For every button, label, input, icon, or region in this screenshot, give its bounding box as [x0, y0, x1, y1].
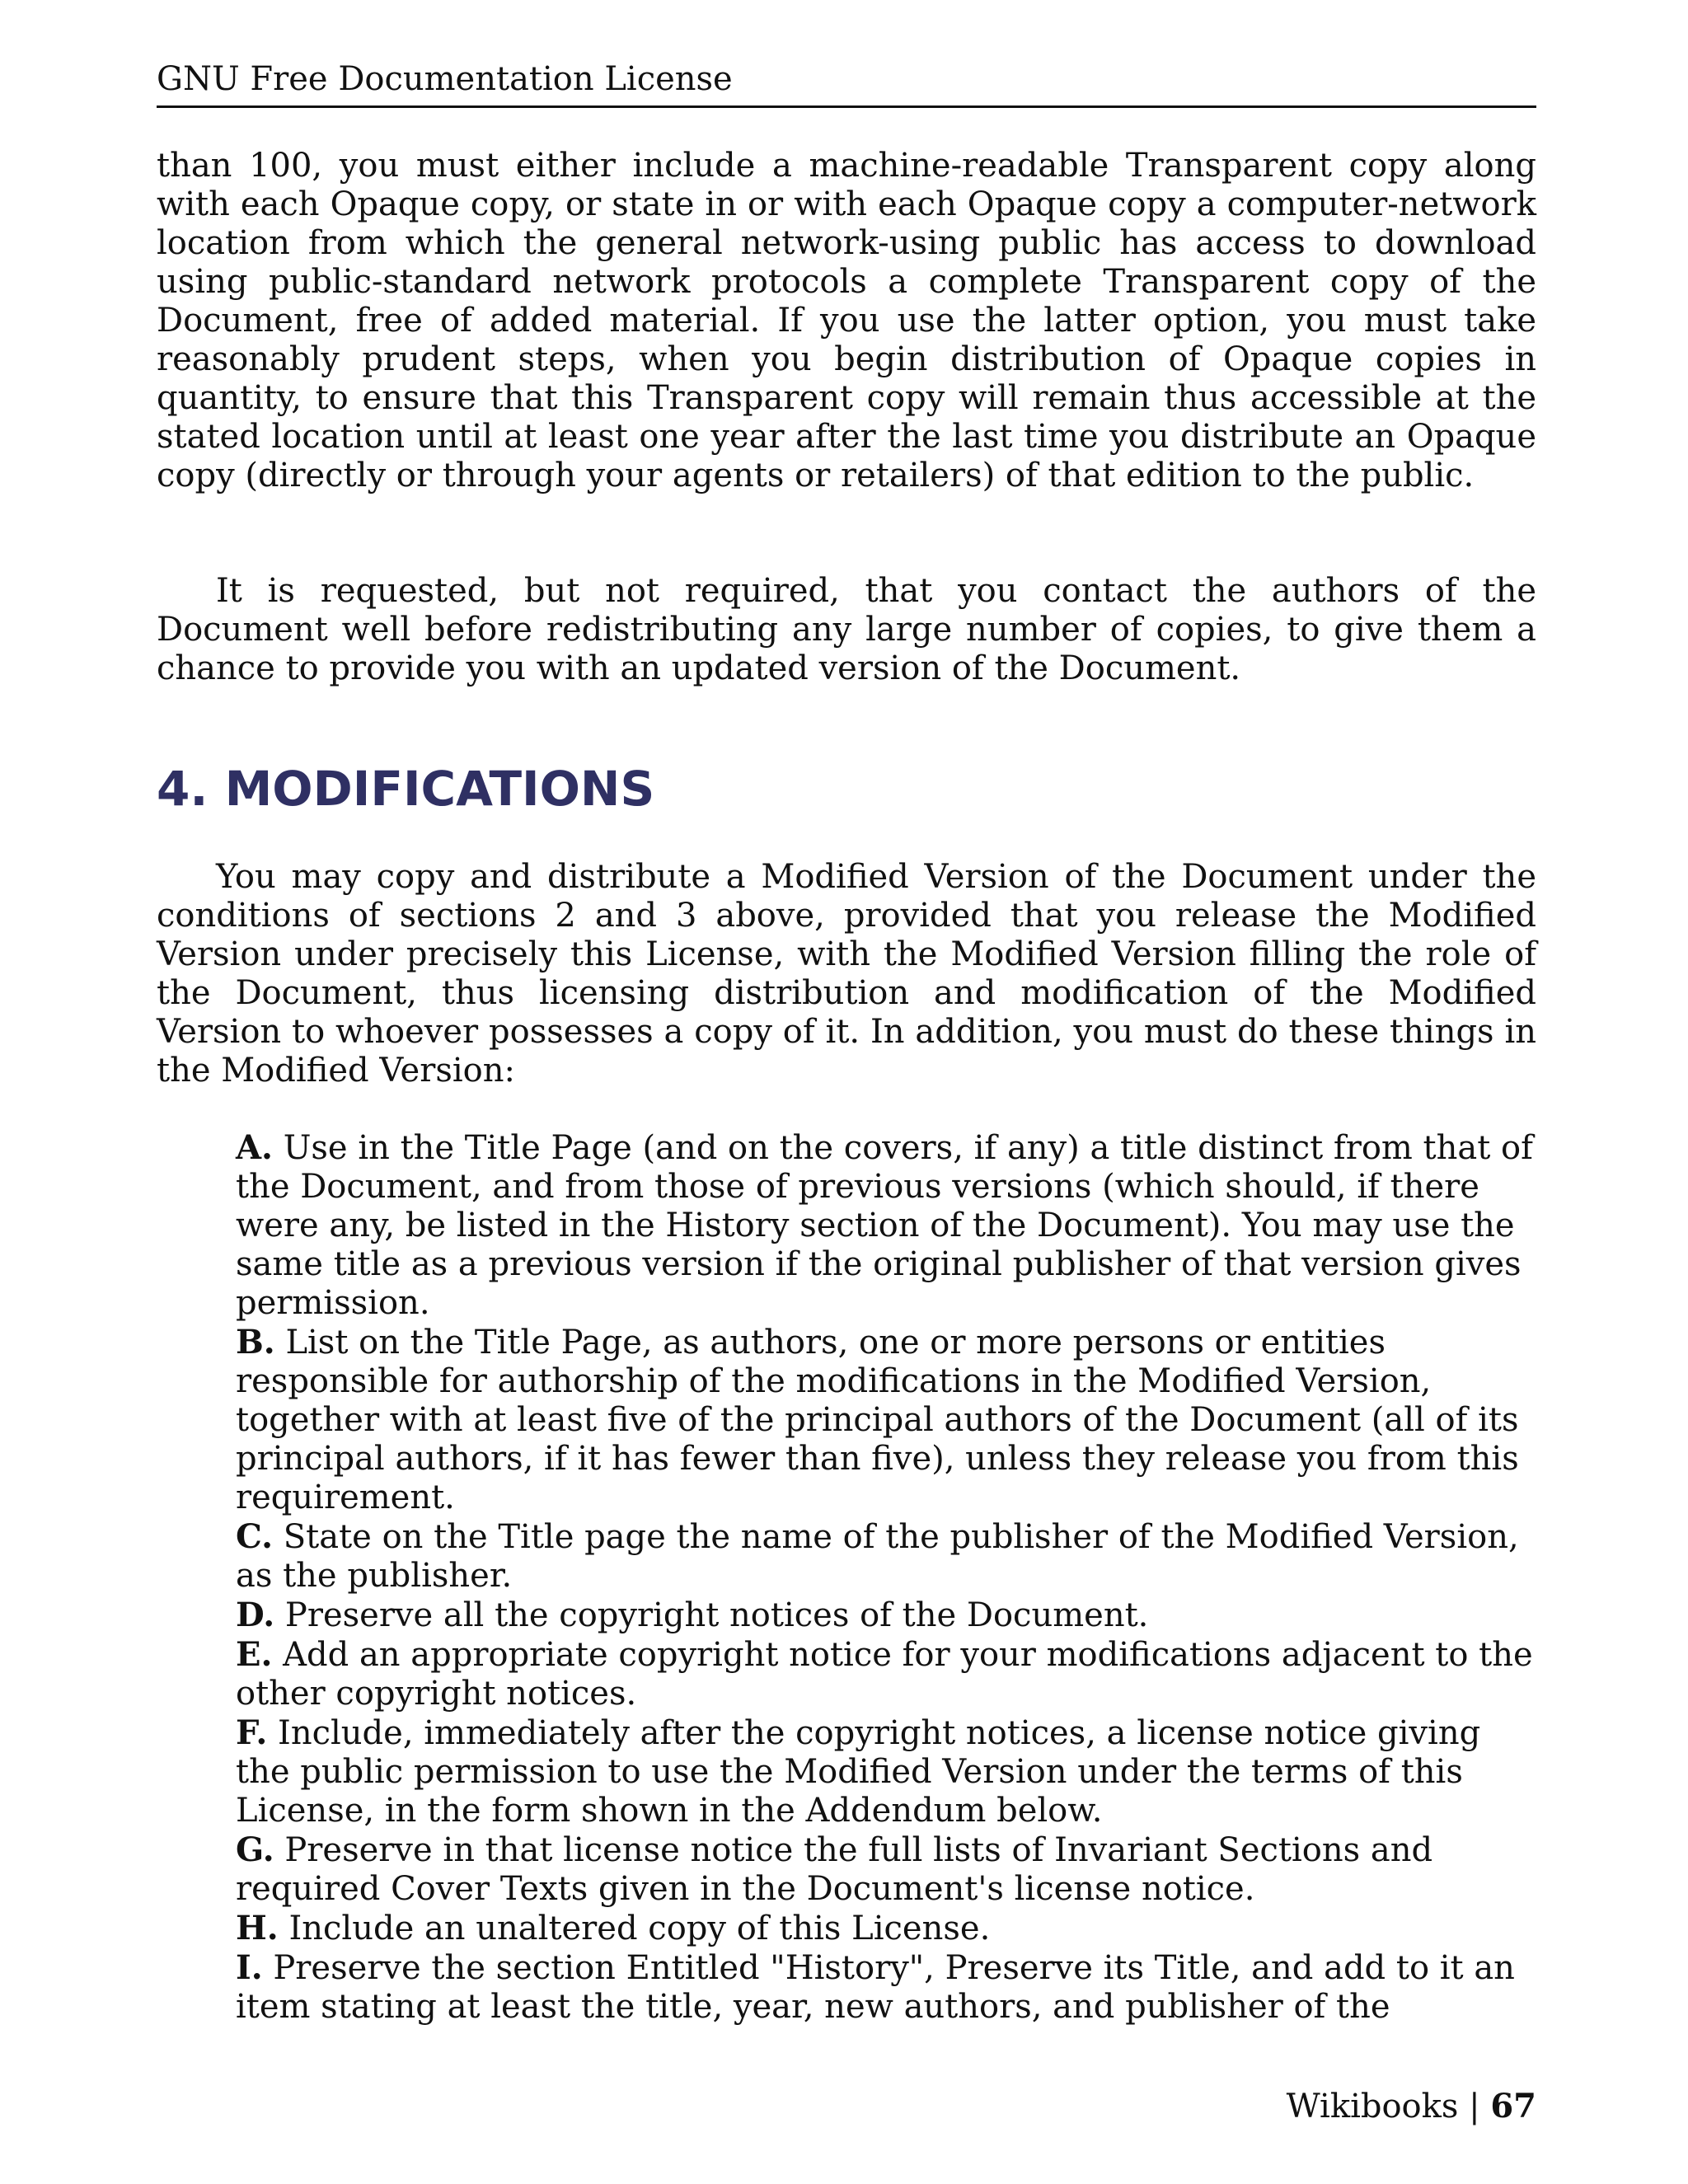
list-item-text: List on the Title Page, as authors, one or more persons or entities responsible for authorship of the modifications in the Modified Version, together with at least five of the principal authors of the Document (all of its principal authors, if it has fewer than five), unless they release you from this requirement.	[236, 1324, 1519, 1516]
list-item	[236, 1323, 1536, 1517]
list-item-letter: G.	[236, 1830, 274, 1869]
list-item	[236, 1596, 1536, 1635]
list-item-letter: E.	[236, 1635, 273, 1674]
running-header: GNU Free Documentation License	[157, 58, 1536, 108]
list-item-letter: H.	[236, 1909, 279, 1947]
body-paragraph: than 100, you must either include a machine-readable Transparent copy along with each Opaque copy, or state in or with each Opaque copy a computer-network location from which the general network-using public has access to download using public-standard network protocols a complete Transparent copy of the Document, free of added material. If you use the latter option, you must take reasonably prudent steps, when you begin distribution of Opaque copies in quantity, to ensure that this Transparent copy will remain thus accessible at the stated location until at least one year after the last time you distribute an Opaque copy (directly or through your agents or retailers) of that edition to the public.	[157, 147, 1536, 494]
list-item-text: Include an unaltered copy of this License.	[288, 1910, 991, 1947]
footer-source: Wikibooks	[1286, 2088, 1459, 2125]
list-item-letter: I.	[236, 1948, 263, 1987]
list-item-letter: B.	[236, 1323, 275, 1361]
page-footer	[1287, 2085, 1536, 2128]
list-item	[236, 1909, 1536, 1948]
list-item	[236, 1128, 1536, 1323]
list-item	[236, 1830, 1536, 1909]
list-item	[236, 1713, 1536, 1830]
list-item-text: Include, immediately after the copyright notices, a license notice giving the public permission to use the Modified Version under the terms of this License, in the form shown in the Addendum below.	[236, 1714, 1481, 1830]
body-paragraph: It is requested, but not required, that you contact the authors of the Document well before redistributing any large number of copies, to give them a chance to provide you with an updated version of the Document.	[157, 572, 1536, 687]
list-item-text: State on the Title page the name of the publisher of the Modified Version, as the publisher.	[236, 1518, 1519, 1595]
section-intro-paragraph: You may copy and distribute a Modified Version of the Document under the conditions of sections 2 and 3 above, provided that you release the Modified Version under precisely this License, with the Modified Version filling the role of the Document, thus licensing distribution and modification of the Modified Version to whoever possesses a copy of it. In addition, you must do these things in the Modified Version:	[157, 858, 1536, 1090]
page-number: 67	[1490, 2087, 1536, 2125]
modifications-list	[236, 1128, 1536, 2027]
list-item	[236, 1517, 1536, 1596]
list-item-letter: A.	[236, 1128, 273, 1167]
list-item-text: Add an appropriate copyright notice for your modifications adjacent to the other copyright notices.	[236, 1636, 1533, 1713]
list-item-letter: F.	[236, 1713, 268, 1752]
list-item-letter: D.	[236, 1596, 275, 1634]
section-heading: 4. MODIFICATIONS	[157, 761, 655, 817]
list-item	[236, 1948, 1536, 2027]
list-item-text: Preserve the section Entitled "History", Preserve its Title, and add to it an item stating at least the title, year, new authors, and publisher of the	[236, 1949, 1515, 2026]
list-item	[236, 1635, 1536, 1713]
list-item-text: Preserve in that license notice the full lists of Invariant Sections and required Cover Texts given in the Document's license notice.	[236, 1831, 1433, 1908]
footer-separator: |	[1469, 2088, 1480, 2125]
list-item-letter: C.	[236, 1517, 274, 1556]
list-item-text: Use in the Title Page (and on the covers, if any) a title distinct from that of the Document, and from those of previous versions (which should, if there were any, be listed in the History section of the Document). You may use the same title as a previous version if the original publisher of that version gives permission.	[236, 1129, 1533, 1322]
list-item-text: Preserve all the copyright notices of the Document.	[284, 1596, 1149, 1634]
